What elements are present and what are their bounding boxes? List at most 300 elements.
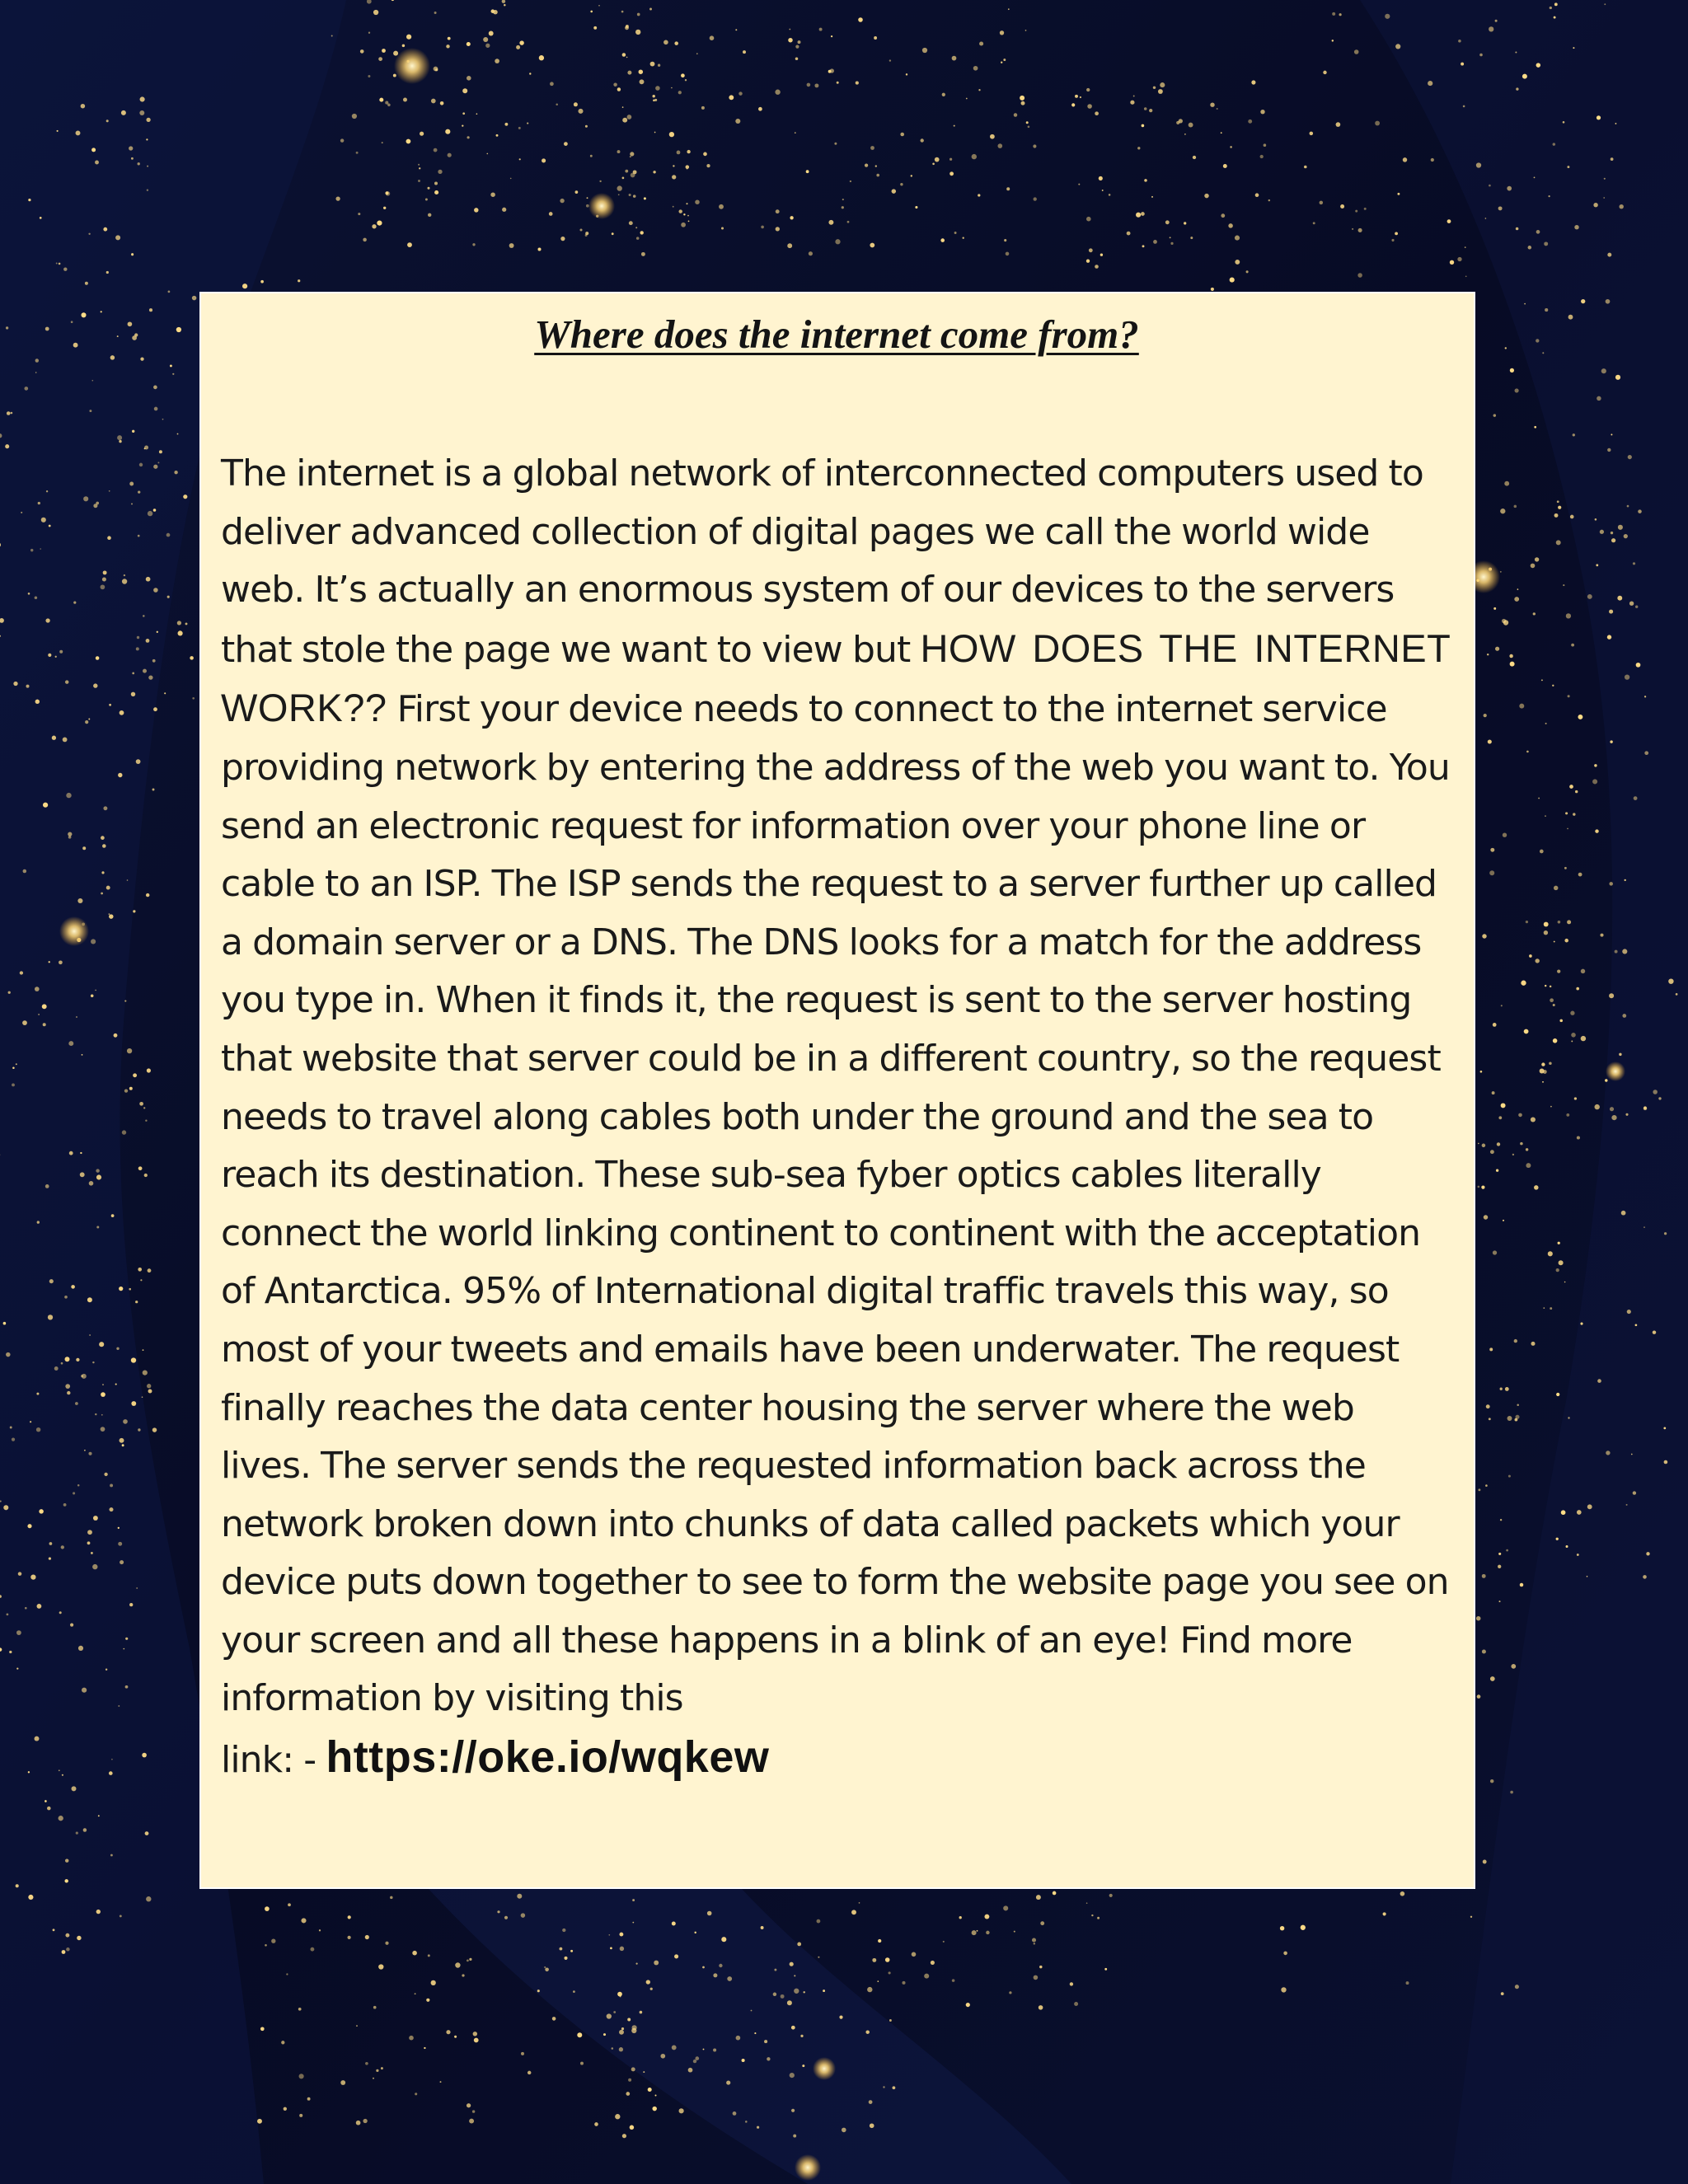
city-light	[110, 1854, 113, 1857]
city-light	[1568, 1417, 1569, 1418]
city-light	[131, 157, 134, 160]
city-light	[706, 164, 710, 167]
city-light	[1574, 225, 1578, 229]
city-light	[640, 2011, 643, 2014]
city-light	[1564, 867, 1567, 869]
city-light	[859, 1902, 860, 1904]
city-light	[1210, 102, 1214, 106]
city-light	[1014, 113, 1018, 117]
city-light	[1611, 1115, 1616, 1120]
city-light	[742, 2059, 745, 2062]
city-light	[365, 2062, 368, 2065]
city-light	[870, 146, 874, 150]
city-light	[672, 1922, 676, 1926]
city-light	[434, 148, 438, 152]
city-light	[835, 239, 840, 244]
city-light	[356, 152, 359, 154]
city-light	[1577, 1510, 1582, 1515]
city-light	[132, 673, 134, 675]
city-light	[1476, 1616, 1481, 1621]
city-light	[1034, 1975, 1039, 1980]
city-light	[462, 124, 463, 126]
city-light	[462, 112, 465, 115]
city-light	[271, 1939, 275, 1943]
city-light	[368, 75, 370, 77]
city-light	[10, 1427, 12, 1429]
city-light	[147, 1384, 151, 1388]
city-light	[138, 1428, 140, 1431]
city-light	[842, 199, 844, 200]
city-light	[467, 76, 471, 81]
city-light	[378, 57, 382, 61]
city-light	[1248, 120, 1252, 124]
city-light	[1625, 674, 1629, 679]
city-light	[617, 1992, 622, 1997]
city-light	[1478, 1186, 1480, 1188]
city-light	[1580, 1323, 1582, 1325]
city-light	[713, 2048, 716, 2051]
city-light	[1553, 143, 1555, 145]
city-light	[1137, 147, 1140, 149]
city-light	[1498, 1553, 1501, 1555]
city-light	[1646, 1552, 1649, 1555]
city-light	[1230, 146, 1232, 148]
city-light	[915, 206, 917, 209]
city-light	[331, 35, 333, 37]
city-light	[1587, 1504, 1592, 1509]
city-light	[138, 535, 140, 537]
city-light	[1144, 179, 1147, 182]
city-light	[1204, 194, 1208, 198]
city-light	[751, 2010, 753, 2012]
city-light	[59, 1769, 60, 1771]
city-light	[1595, 518, 1597, 521]
city-light	[149, 308, 152, 312]
city-light	[1566, 613, 1571, 618]
city-light	[1550, 7, 1552, 9]
city-light	[1611, 538, 1615, 542]
city-light	[425, 199, 428, 201]
city-light	[931, 1961, 935, 1965]
city-light	[619, 2030, 624, 2035]
city-light	[950, 171, 954, 176]
city-light	[1490, 848, 1494, 852]
city-light	[950, 158, 952, 161]
city-light	[1536, 230, 1540, 234]
city-light	[49, 1279, 54, 1283]
city-light	[607, 2013, 612, 2018]
city-light	[1634, 796, 1638, 800]
city-light	[177, 434, 179, 435]
city-light	[655, 86, 660, 91]
city-light	[876, 174, 879, 177]
city-light	[363, 238, 367, 242]
city-light	[476, 113, 478, 115]
city-light	[640, 79, 645, 84]
city-light	[1570, 515, 1574, 519]
city-light	[1621, 1211, 1626, 1216]
city-light	[87, 1541, 91, 1544]
city-light	[1395, 44, 1400, 49]
city-light	[643, 2071, 645, 2073]
city-light	[713, 1973, 717, 1977]
city-glow	[394, 48, 430, 84]
city-light	[644, 197, 646, 199]
city-light	[119, 440, 121, 443]
city-light	[1482, 1649, 1486, 1653]
city-light	[1301, 1925, 1306, 1930]
city-light	[372, 224, 376, 228]
city-light	[791, 2026, 795, 2030]
city-light	[678, 91, 682, 94]
city-light	[1571, 644, 1574, 647]
city-light	[1515, 1415, 1519, 1419]
city-light	[1534, 1185, 1539, 1190]
city-light	[1502, 619, 1506, 623]
city-light	[636, 237, 640, 240]
city-light	[889, 1971, 891, 1974]
city-light	[1668, 979, 1673, 984]
city-light	[1643, 1106, 1647, 1109]
city-light	[148, 1268, 152, 1272]
city-light	[1557, 500, 1559, 503]
city-light	[795, 132, 796, 134]
city-light	[922, 48, 927, 53]
city-light	[1607, 253, 1611, 257]
city-light	[1541, 1062, 1545, 1066]
city-light	[1595, 829, 1598, 832]
city-light	[407, 242, 412, 247]
city-light	[36, 1427, 40, 1432]
city-light	[1160, 82, 1165, 87]
city-light	[45, 618, 49, 622]
city-light	[669, 132, 674, 137]
city-light	[85, 720, 88, 724]
city-light	[1482, 1574, 1486, 1578]
city-light	[102, 1384, 104, 1385]
city-light	[242, 284, 247, 288]
city-light	[1531, 1117, 1536, 1122]
city-light	[1601, 368, 1606, 373]
city-light	[1625, 879, 1626, 881]
city-light	[798, 40, 801, 44]
city-light	[65, 1384, 70, 1389]
city-light	[738, 91, 742, 95]
city-light	[59, 1611, 62, 1614]
city-light	[695, 199, 700, 204]
city-light	[431, 1980, 436, 1985]
city-light	[46, 490, 48, 492]
city-light	[428, 1954, 430, 1957]
city-light	[1635, 1324, 1638, 1326]
city-light	[379, 98, 383, 102]
city-light	[900, 133, 904, 137]
city-light	[148, 675, 152, 679]
city-light	[574, 102, 578, 106]
city-light	[900, 183, 903, 185]
city-light	[139, 110, 144, 115]
city-light	[627, 115, 632, 120]
city-light	[16, 1063, 17, 1065]
city-light	[1470, 1916, 1472, 1918]
city-light	[679, 2108, 684, 2113]
city-light	[696, 53, 698, 54]
city-light	[52, 736, 56, 740]
city-light	[790, 1962, 794, 1966]
city-light	[76, 130, 81, 135]
city-light	[654, 1961, 659, 1966]
city-light	[115, 235, 120, 240]
city-light	[143, 1107, 145, 1108]
city-light	[9, 1651, 12, 1653]
city-light	[867, 1987, 872, 1992]
city-light	[1481, 1185, 1484, 1188]
city-light	[809, 251, 813, 255]
city-light	[1549, 1062, 1552, 1065]
city-light	[419, 167, 420, 169]
city-light	[448, 153, 452, 157]
city-light	[1653, 1330, 1656, 1333]
city-light	[1658, 1097, 1661, 1099]
city-light	[365, 1935, 369, 1939]
city-light	[174, 471, 177, 474]
city-light	[144, 446, 148, 450]
city-light	[18, 1572, 22, 1576]
city-light	[111, 1214, 115, 1217]
city-light	[80, 1152, 82, 1154]
city-light	[874, 36, 877, 40]
city-light	[28, 1895, 33, 1900]
city-light	[1397, 193, 1400, 195]
city-light	[138, 490, 140, 493]
city-light	[87, 1297, 92, 1302]
city-light	[24, 387, 28, 391]
city-light	[91, 148, 96, 152]
city-light	[660, 2054, 665, 2059]
city-light	[1484, 714, 1487, 717]
city-light	[1604, 178, 1606, 180]
city-light	[1465, 246, 1466, 248]
city-light	[1006, 187, 1010, 190]
city-light	[428, 213, 431, 217]
city-light	[617, 150, 621, 153]
city-light	[519, 158, 521, 160]
city-light	[594, 2122, 598, 2126]
city-light	[120, 1560, 124, 1564]
city-light	[146, 893, 149, 897]
city-light	[635, 1962, 637, 1964]
city-light	[390, 1896, 393, 1900]
city-light	[1489, 185, 1491, 187]
city-light	[1536, 63, 1540, 67]
city-light	[1643, 1575, 1647, 1579]
city-light	[12, 1437, 15, 1441]
city-light	[101, 871, 104, 874]
city-light	[1496, 1169, 1498, 1172]
city-light	[1569, 785, 1573, 789]
city-light	[1554, 2, 1558, 6]
city-light	[75, 1402, 78, 1405]
city-light	[64, 1879, 68, 1882]
city-light	[454, 2036, 457, 2038]
city-light	[687, 168, 688, 170]
city-light	[148, 511, 152, 516]
city-light	[1151, 196, 1153, 198]
city-light	[986, 1931, 989, 1934]
city-light	[1550, 998, 1554, 1002]
city-light	[1538, 798, 1540, 799]
city-light	[790, 216, 793, 219]
city-light	[1528, 246, 1532, 250]
city-light	[1550, 986, 1552, 988]
city-light	[382, 142, 383, 143]
city-light	[1554, 941, 1555, 943]
city-light	[415, 1993, 416, 1994]
city-light	[952, 1979, 955, 1982]
city-light	[1533, 612, 1536, 615]
city-light	[564, 1957, 567, 1960]
city-light	[1626, 1504, 1628, 1506]
city-light	[1020, 96, 1025, 101]
city-light	[1615, 950, 1618, 954]
city-light	[902, 1981, 905, 1985]
city-light	[56, 263, 58, 265]
city-light	[133, 1073, 137, 1077]
city-light	[735, 119, 740, 124]
city-light	[1578, 873, 1582, 877]
city-light	[1498, 1116, 1502, 1119]
city-light	[129, 1087, 133, 1090]
city-light	[1080, 96, 1081, 98]
city-light	[688, 2068, 693, 2073]
city-light	[106, 886, 110, 890]
city-light	[185, 622, 188, 625]
city-light	[1086, 1902, 1088, 1904]
city-light	[373, 2078, 374, 2079]
city-light	[145, 1831, 149, 1835]
city-light	[129, 482, 134, 486]
city-light	[66, 793, 71, 798]
city-light	[625, 26, 629, 30]
city-light	[1400, 1891, 1405, 1896]
city-light	[53, 1929, 55, 1931]
city-light	[1170, 242, 1173, 245]
city-light	[76, 1016, 77, 1018]
city-light	[632, 2025, 637, 2030]
city-light	[1144, 107, 1147, 110]
city-light	[1086, 217, 1091, 222]
city-light	[587, 197, 588, 199]
city-light	[552, 2017, 556, 2021]
info-link[interactable]: https://oke.io/wqkew	[326, 1732, 770, 1783]
city-light	[49, 1542, 53, 1545]
city-light	[1553, 1004, 1555, 1006]
link-label: link: -	[221, 1739, 316, 1782]
city-light	[516, 45, 520, 49]
city-light	[1142, 245, 1145, 247]
city-light	[483, 37, 488, 42]
city-light	[335, 196, 340, 200]
city-light	[1638, 509, 1642, 513]
city-light	[1517, 588, 1519, 590]
city-light	[1497, 1142, 1500, 1146]
city-light	[1095, 265, 1099, 269]
city-light	[30, 1574, 35, 1579]
city-light	[1676, 993, 1678, 996]
city-light	[1478, 1488, 1480, 1491]
city-light	[162, 419, 164, 420]
city-light	[621, 2027, 624, 2030]
city-light	[758, 107, 762, 111]
city-light	[114, 1033, 118, 1038]
city-light	[57, 130, 59, 132]
city-light	[726, 2081, 730, 2085]
city-light	[1014, 1931, 1015, 1933]
city-light	[795, 45, 799, 49]
city-light	[131, 503, 133, 504]
city-light	[1406, 1981, 1409, 1985]
city-light	[37, 1221, 40, 1223]
city-light	[68, 1041, 73, 1046]
city-light	[137, 636, 139, 639]
city-light	[157, 462, 159, 463]
city-light	[681, 73, 685, 77]
city-light	[517, 1894, 522, 1899]
city-light	[1545, 815, 1546, 817]
city-light	[603, 2033, 606, 2036]
city-light	[45, 327, 49, 331]
city-light	[678, 209, 682, 213]
city-light	[1628, 455, 1632, 459]
city-light	[310, 1947, 314, 1952]
city-light	[767, 2057, 770, 2060]
city-light	[504, 123, 508, 126]
city-light	[1246, 270, 1249, 273]
city-light	[831, 35, 832, 37]
city-light	[637, 13, 640, 16]
city-light	[599, 180, 601, 182]
city-light	[467, 1960, 469, 1962]
city-light	[356, 2121, 361, 2125]
city-light	[1025, 30, 1027, 31]
city-light	[1563, 121, 1565, 124]
city-light	[35, 372, 37, 373]
city-light	[1540, 1069, 1545, 1074]
city-light	[101, 1392, 106, 1397]
city-light	[687, 215, 689, 217]
city-light	[424, 2047, 425, 2049]
city-light	[1514, 597, 1519, 602]
city-light	[1479, 54, 1483, 57]
city-light	[1483, 1860, 1487, 1864]
city-light	[1251, 80, 1255, 84]
city-light	[299, 2114, 302, 2117]
city-light	[906, 73, 907, 75]
city-light	[550, 82, 554, 86]
city-light	[743, 50, 746, 54]
city-light	[93, 683, 97, 687]
city-light	[1627, 1310, 1631, 1314]
city-light	[61, 1545, 64, 1549]
city-light	[794, 1989, 799, 1994]
city-light	[1518, 1113, 1522, 1118]
city-light	[1558, 921, 1561, 924]
city-light	[686, 203, 687, 204]
city-light	[521, 2052, 524, 2055]
city-light	[377, 220, 382, 225]
city-light	[795, 58, 799, 61]
city-light	[1594, 764, 1597, 766]
